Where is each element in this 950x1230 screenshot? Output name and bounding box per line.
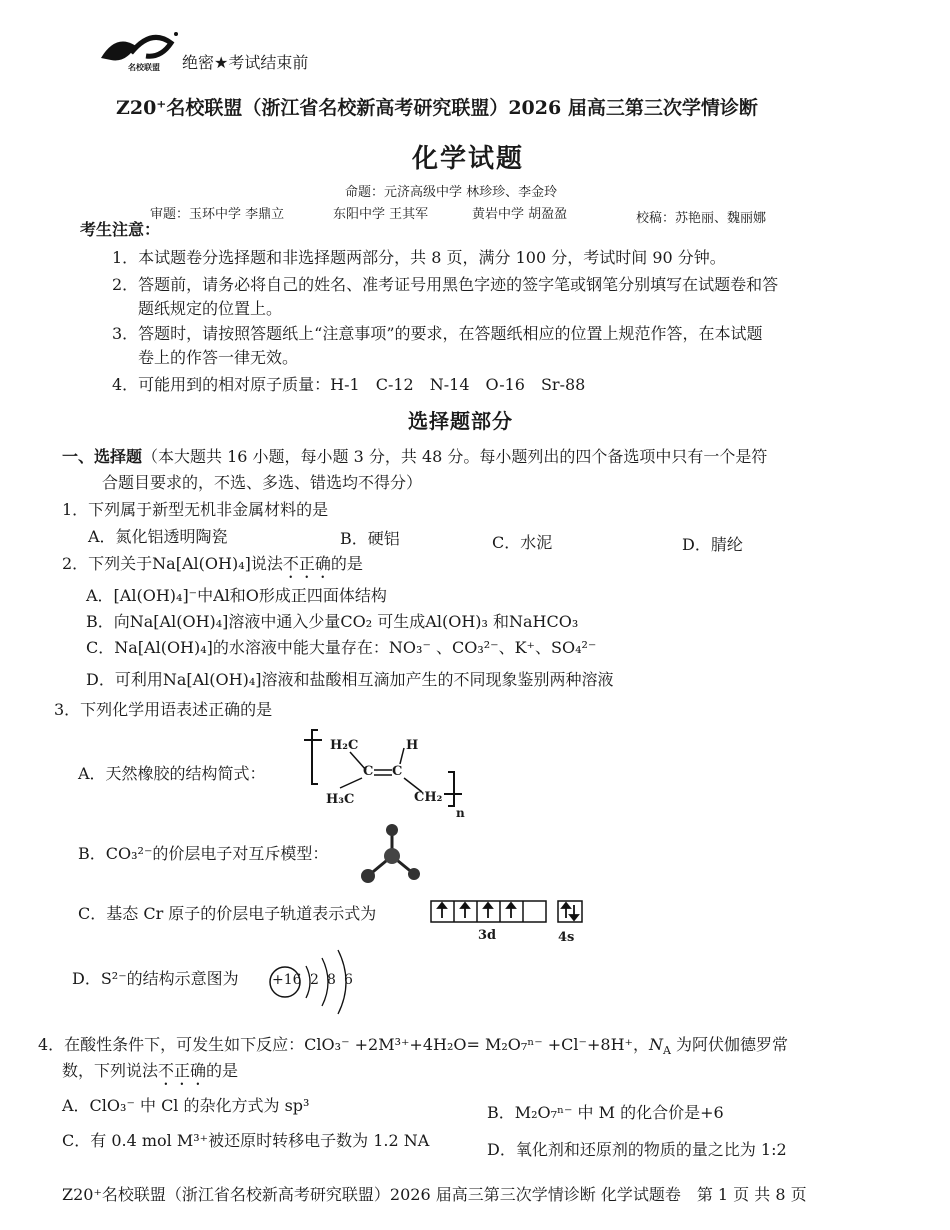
credits-reviewer-3: 黄岩中学 胡盈盈 <box>472 207 568 222</box>
credits-proofreader: 校稿：苏艳丽、魏丽娜 <box>636 211 767 226</box>
struct-c2: C <box>392 764 403 779</box>
notice-item-3: 3．答题时，请按照答题纸上“注意事项”的要求，在答题纸相应的位置上规范作答，在本试题 <box>112 324 763 343</box>
atom-shell-1: 2 <box>310 972 319 988</box>
credits-reviewer-1: 审题：玉环中学 李鼎立 <box>150 207 285 222</box>
q1-option-b: B．硬铝 <box>340 529 400 548</box>
secret-label: 绝密★考试结束前 <box>182 53 309 72</box>
q4-option-a: A．ClO₃⁻ 中 Cl 的杂化方式为 sp³ <box>62 1096 310 1115</box>
struct-ch2: CH₂ <box>414 790 443 805</box>
credits-reviewer-2: 东阳中学 王其军 <box>333 207 429 222</box>
q3-stem: 3．下列化学用语表述正确的是 <box>54 700 273 719</box>
notice-heading: 考生注意： <box>80 220 161 239</box>
q1-option-c: C．水泥 <box>492 533 553 552</box>
q3-option-a: A．天然橡胶的结构简式： <box>78 764 266 783</box>
rubber-structure-figure <box>300 722 470 822</box>
q3-option-d: D．S²⁻的结构示意图为 <box>72 969 239 988</box>
logo-text: 名校联盟 <box>128 62 160 72</box>
orbital-label-4s: 4s <box>558 930 575 945</box>
page-footer: Z20⁺名校联盟（浙江省名校新高考研究联盟）2026 届高三第三次学情诊断 化学试题卷 第 1 页 共 8 页 <box>62 1185 807 1204</box>
notice-item-3-cont: 卷上的作答一律无效。 <box>138 348 299 367</box>
orbital-diagram-figure <box>430 898 585 926</box>
struct-h3c: H₃C <box>326 792 355 807</box>
q4-stem-line1: 4．在酸性条件下，可发生如下反应：ClO₃⁻ +2M³⁺+4H₂O= M₂O₇ⁿ⁻ +Cl⁻+8H⁺，$N_A$ 为阿伏伽德罗常 <box>38 1035 789 1058</box>
q1-option-a: A．氮化铝透明陶瓷 <box>88 527 228 546</box>
vsepr-model-figure <box>352 820 432 890</box>
q3-option-b: B．CO₃²⁻的价层电子对互斥模型： <box>78 844 329 863</box>
part1-desc-cont: 合题目要求的，不选、多选、错选均不得分） <box>102 473 423 492</box>
struct-c1: C <box>363 764 374 779</box>
section-title: 选择题部分 <box>408 409 513 433</box>
struct-n: n <box>456 806 465 820</box>
orbital-label-3d: 3d <box>478 928 497 943</box>
q4-stem-line2: 数，下列说法不正确的是 <box>62 1061 239 1080</box>
page-title: 化学试题 <box>412 144 525 174</box>
q1-stem: 1．下列属于新型无机非金属材料的是 <box>62 500 329 519</box>
struct-h2c: H₂C <box>330 738 359 753</box>
part1-label: 一、选择题（本大题共 16 小题，每小题 3 分，共 48 分。每小题列出的四个备选项中只有一个是符 <box>62 447 768 466</box>
notice-item-2-cont: 题纸规定的位置上。 <box>138 299 283 318</box>
notice-item-1: 1．本试题卷分选择题和非选择题两部分，共 8 页，满分 100 分，考试时间 90 分钟。 <box>112 248 726 267</box>
notice-item-2: 2．答题前，请务必将自己的姓名、准考证号用黑色字迹的签字笔或钢笔分别填写在试题卷和答 <box>112 275 779 294</box>
atom-nucleus-label: +16 <box>272 972 302 988</box>
q2-stem: 2．下列关于Na[Al(OH)₄]说法不正确的是 <box>62 554 363 573</box>
q3-option-c: C．基态 Cr 原子的价层电子轨道表示式为 <box>78 904 377 923</box>
q4-option-b: B．M₂O₇ⁿ⁻ 中 M 的化合价是+6 <box>487 1103 724 1122</box>
q2-option-b: B．向Na[Al(OH)₄]溶液中通入少量CO₂ 可生成Al(OH)₃ 和NaHCO₃ <box>86 612 579 631</box>
q2-option-a: A．[Al(OH)₄]⁻中Al和O形成正四面体结构 <box>86 586 387 605</box>
q4-option-c: C．有 0.4 mol M³⁺被还原时转移电子数为 1.2 NA <box>62 1131 430 1150</box>
q2-option-d: D．可利用Na[Al(OH)₄]溶液和盐酸相互滴加产生的不同现象鉴别两种溶液 <box>86 670 614 689</box>
atom-shell-3: 6 <box>344 972 353 988</box>
notice-item-4: 4．可能用到的相对原子质量：H-1 C-12 N-14 O-16 Sr-88 <box>112 375 586 394</box>
struct-h: H <box>406 738 419 753</box>
q4-option-d: D．氧化剂和还原剂的物质的量之比为 1:2 <box>487 1140 787 1159</box>
q1-option-d: D．腈纶 <box>682 535 743 554</box>
atom-shell-2: 8 <box>327 972 336 988</box>
q2-option-c: C．Na[Al(OH)₄]的水溶液中能大量存在：NO₃⁻ 、CO₃²⁻、K⁺、SO₄²⁻ <box>86 638 597 657</box>
credits-line1: 命题：元济高级中学 林珍珍、李金玲 <box>345 185 558 200</box>
org-line: Z20⁺名校联盟（浙江省名校新高考研究联盟）2026 届高三第三次学情诊断 <box>116 97 758 119</box>
